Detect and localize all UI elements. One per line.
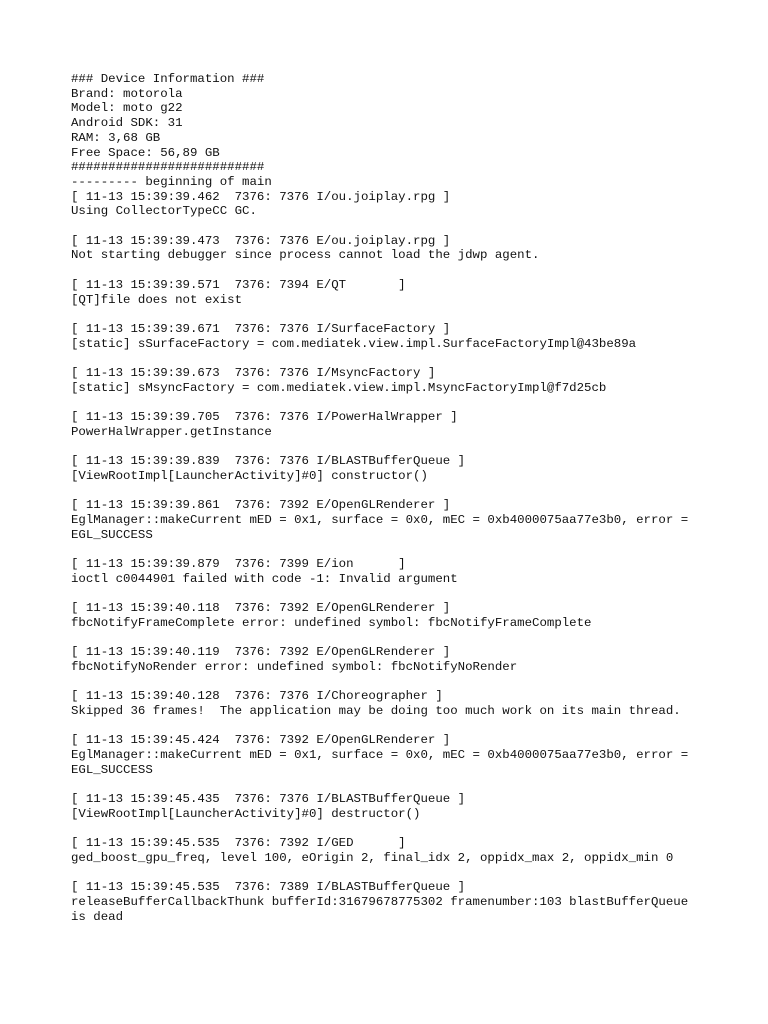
log-entry-message: ged_boost_gpu_freq, level 100, eOrigin 2, final_idx 2, oppidx_max 2, oppidx_min 0 <box>71 851 674 866</box>
log-entry-message: PowerHalWrapper.getInstance <box>71 424 272 439</box>
log-entry-message: ioctl c0044901 failed with code -1: Invalid argument <box>71 571 458 586</box>
log-entry-message: [QT]file does not exist <box>71 292 243 307</box>
separator-line: ########################## <box>71 160 265 175</box>
entry-gap <box>71 866 711 881</box>
log-entry <box>71 733 711 777</box>
entry-gap <box>71 542 711 557</box>
entry-gap <box>71 822 711 837</box>
entry-gap <box>71 586 711 601</box>
entry-gap <box>71 440 711 455</box>
log-entry-message: [static] sMsyncFactory = com.mediatek.view.impl.MsyncFactoryImpl@f7d25cb <box>71 380 607 395</box>
entry-gap <box>71 395 711 410</box>
log-entry <box>71 601 711 630</box>
log-entry-message: Using CollectorTypeCC GC. <box>71 204 257 219</box>
log-entry-header: [ 11-13 15:39:40.128 7376: 7376 I/Choreographer ] <box>71 689 443 704</box>
log-entry <box>71 645 711 674</box>
log-entry <box>71 234 711 263</box>
log-entry-message: [ViewRootImpl[LauncherActivity]#0] destructor() <box>71 806 421 821</box>
log-entry-message: Not starting debugger since process cannot load the jdwp agent. <box>71 248 540 263</box>
log-entry-message: EglManager::makeCurrent mED = 0x1, surface = 0x0, mEC = 0xb4000075aa77e3b0, error = <box>71 748 689 763</box>
log-entry <box>71 278 711 307</box>
log-entry-message: EGL_SUCCESS <box>71 762 153 777</box>
log-entry <box>71 689 711 718</box>
device-free-space: Free Space: 56,89 GB <box>71 145 220 160</box>
log-entry <box>71 836 711 865</box>
log-entry <box>71 366 711 395</box>
entry-gap <box>71 778 711 793</box>
log-entry-header: [ 11-13 15:39:45.535 7376: 7392 I/GED ] <box>71 836 406 851</box>
log-entry-header: [ 11-13 15:39:39.462 7376: 7376 I/ou.joiplay.rpg ] <box>71 189 451 204</box>
log-entry <box>71 410 711 439</box>
log-entry-header: [ 11-13 15:39:39.879 7376: 7399 E/ion ] <box>71 557 406 572</box>
entry-gap <box>71 351 711 366</box>
log-entry-header: [ 11-13 15:39:39.671 7376: 7376 I/SurfaceFactory ] <box>71 321 451 336</box>
log-entry-header: [ 11-13 15:39:45.435 7376: 7376 I/BLASTBufferQueue ] <box>71 792 466 807</box>
log-entry <box>71 792 711 821</box>
log-entry-header: [ 11-13 15:39:39.839 7376: 7376 I/BLASTBufferQueue ] <box>71 454 466 469</box>
log-entry-message: fbcNotifyFrameComplete error: undefined symbol: fbcNotifyFrameComplete <box>71 615 592 630</box>
log-entry-header: [ 11-13 15:39:39.705 7376: 7376 I/PowerHalWrapper ] <box>71 410 458 425</box>
log-entry-header: [ 11-13 15:39:39.571 7376: 7394 E/QT ] <box>71 277 406 292</box>
log-entry-header: [ 11-13 15:39:39.861 7376: 7392 E/OpenGLRenderer ] <box>71 498 451 513</box>
log-entry-header: [ 11-13 15:39:39.473 7376: 7376 E/ou.joiplay.rpg ] <box>71 233 451 248</box>
entry-gap <box>71 675 711 690</box>
entry-gap <box>71 263 711 278</box>
log-entry-message: [ViewRootImpl[LauncherActivity]#0] constructor() <box>71 468 428 483</box>
log-entry <box>71 322 711 351</box>
entry-gap <box>71 631 711 646</box>
log-entry-message: releaseBufferCallbackThunk bufferId:31679678775302 framenumber:103 blastBufferQueue <box>71 895 689 910</box>
entry-gap <box>71 219 711 234</box>
log-entry-header: [ 11-13 15:39:39.673 7376: 7376 I/MsyncFactory ] <box>71 366 436 380</box>
log-entry-message: is dead <box>71 909 124 924</box>
log-entry-message: EGL_SUCCESS <box>71 527 153 542</box>
device-info-title: ### Device Information ### <box>71 72 265 86</box>
log-entry-header: [ 11-13 15:39:40.118 7376: 7392 E/OpenGLRenderer ] <box>71 601 451 616</box>
log-entry <box>71 190 711 219</box>
entry-gap <box>71 719 711 734</box>
log-entry <box>71 557 711 586</box>
entry-gap <box>71 484 711 499</box>
entry-gap <box>71 307 711 322</box>
device-ram: RAM: 3,68 GB <box>71 130 161 145</box>
log-entry-header: [ 11-13 15:39:45.424 7376: 7392 E/OpenGLRenderer ] <box>71 733 451 748</box>
log-entry-message: [static] sSurfaceFactory = com.mediatek.view.impl.SurfaceFactoryImpl@43be89a <box>71 336 637 351</box>
log-entry-header: [ 11-13 15:39:40.119 7376: 7392 E/OpenGLRenderer ] <box>71 645 451 660</box>
log-entry-message: EglManager::makeCurrent mED = 0x1, surface = 0x0, mEC = 0xb4000075aa77e3b0, error = <box>71 512 689 527</box>
log-entry <box>71 454 711 483</box>
device-brand: Brand: motorola <box>71 86 183 101</box>
device-sdk: Android SDK: 31 <box>71 116 183 131</box>
log-entry-message: fbcNotifyNoRender error: undefined symbol: fbcNotifyNoRender <box>71 659 518 674</box>
device-model: Model: moto g22 <box>71 101 183 116</box>
log-entry-header: [ 11-13 15:39:45.535 7376: 7389 I/BLASTBufferQueue ] <box>71 880 466 895</box>
log-entry <box>71 498 711 542</box>
log-beginning-marker: --------- beginning of main <box>71 174 272 189</box>
log-entries <box>71 190 711 925</box>
log-entry <box>71 880 711 924</box>
log-entry-message: Skipped 36 frames! The application may be doing too much work on its main thread. <box>71 704 681 719</box>
log-document <box>71 72 711 925</box>
